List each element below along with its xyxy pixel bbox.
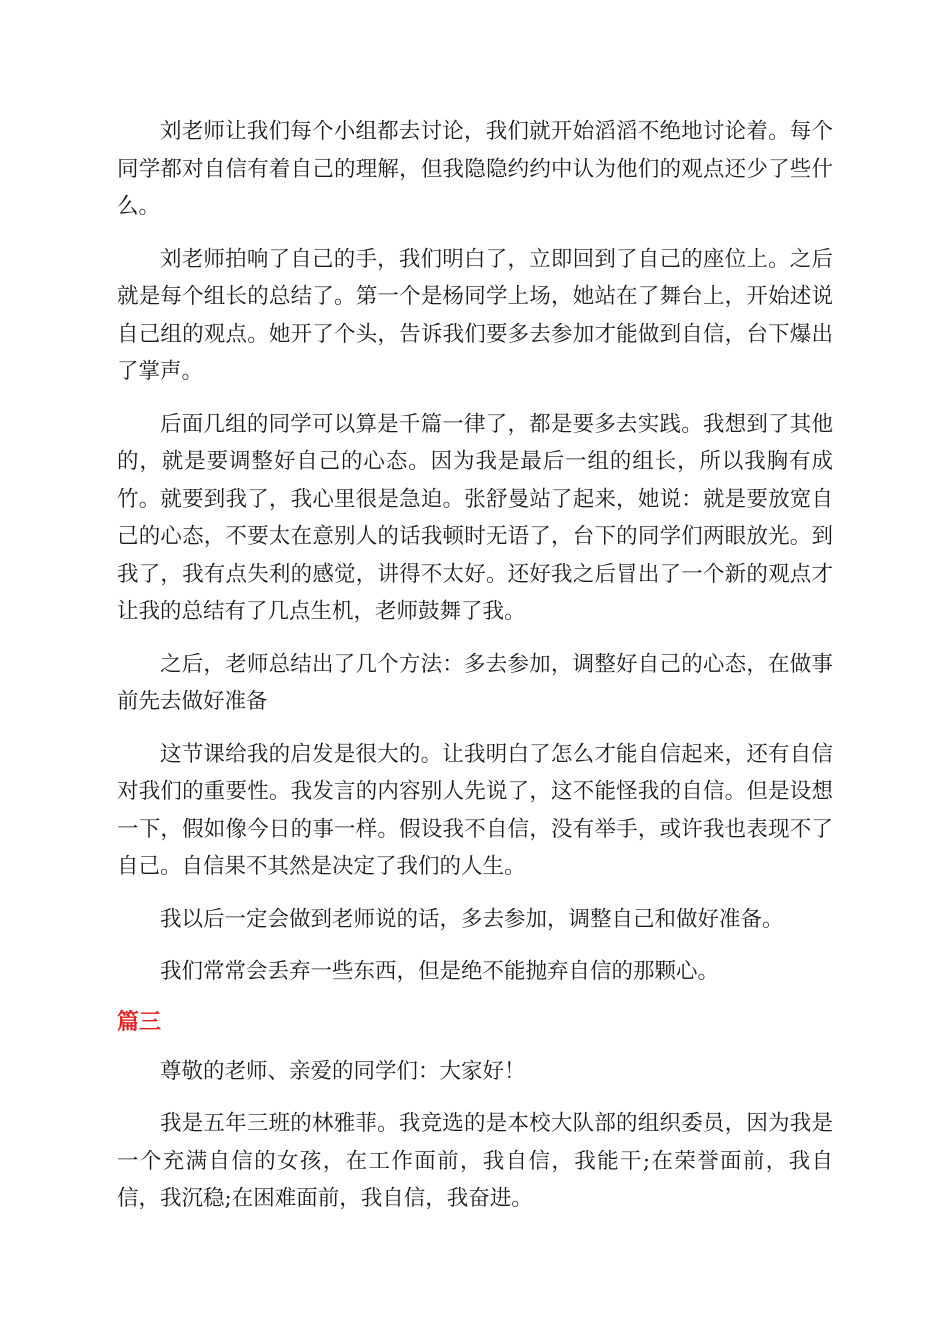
- paragraph: 这节课给我的启发是很大的。让我明白了怎么才能自信起来，还有自信对我们的重要性。我发言的内容别人先说了，这不能怪我的自信。但是设想一下，假如像今日的事一样。假设我不自信，没有举手，或许我也表现不了自己。自信果不其然是决定了我们的人生。: [117, 741, 833, 879]
- paragraph: 刘老师让我们每个小组都去讨论，我们就开始滔滔不绝地讨论着。每个同学都对自信有着自己的理解，但我隐隐约约中认为他们的观点还少了些什么。: [117, 119, 833, 219]
- paragraph: 后面几组的同学可以算是千篇一律了，都是要多去实践。我想到了其他的，就是要调整好自己的心态。因为我是最后一组的组长，所以我胸有成竹。就要到我了，我心里很是急迫。张舒曼站了起来，她说：就是要放宽自己的心态，不要太在意别人的话我顿时无语了，台下的同学们两眼放光。到我了，我有点失利的感觉，讲得不太好。还好我之后冒出了一个新的观点才让我的总结有了几点生机，老师鼓舞了我。: [117, 411, 833, 624]
- paragraph: 尊敬的老师、亲爱的同学们：大家好！: [160, 1058, 526, 1084]
- section-heading: 篇三: [117, 1009, 162, 1035]
- paragraph: 我是五年三班的林雅菲。我竞选的是本校大队部的组织委员，因为我是一个充满自信的女孩，在工作面前，我自信，我能干;在荣誉面前，我自信，我沉稳;在困难面前，我自信，我奋进。: [117, 1111, 833, 1211]
- paragraph: 之后，老师总结出了几个方法：多去参加，调整好自己的心态，在做事前先去做好准备: [117, 651, 833, 714]
- document-body: [117, 113, 833, 1233]
- paragraph: 刘老师拍响了自己的手，我们明白了，立即回到了自己的座位上。之后就是每个组长的总结了。第一个是杨同学上场，她站在了舞台上，开始述说自己组的观点。她开了个头，告诉我们要多去参加才能做到自信，台下爆出了掌声。: [117, 246, 833, 384]
- paragraph: 我们常常会丢弃一些东西，但是绝不能抛弃自信的那颗心。: [160, 959, 720, 984]
- paragraph: 我以后一定会做到老师说的话，多去参加，调整自己和做好准备。: [160, 906, 784, 932]
